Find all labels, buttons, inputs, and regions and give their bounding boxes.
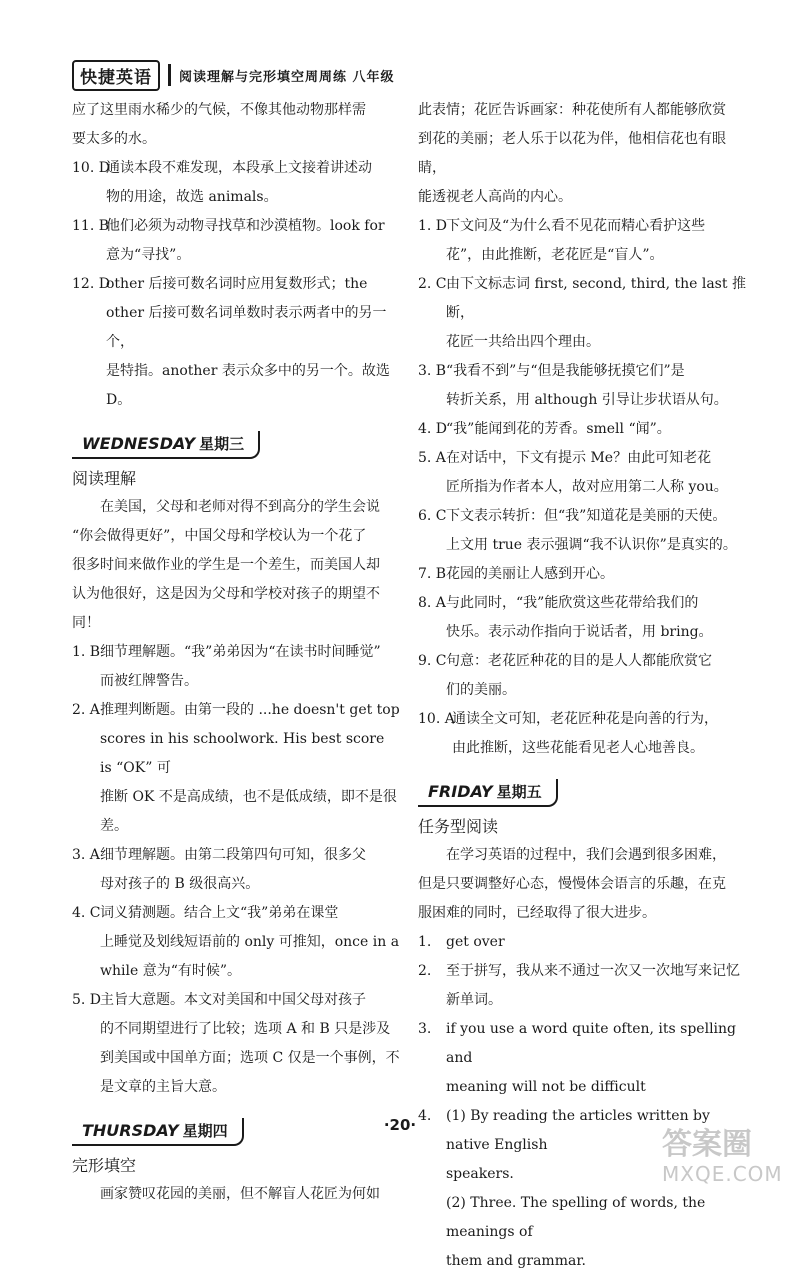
text-line: 花匠一共给出四个理由。 — [446, 334, 600, 350]
answer-number: 1. B — [72, 644, 101, 660]
text-line: 词义猜测题。结合上文“我”弟弟在课堂 — [100, 905, 339, 921]
text-line: 在对话中，下文有提示 Me？由此可知老花 — [446, 450, 712, 466]
answer-number: 1. — [418, 934, 432, 950]
text-line: “我”能闻到花的芳香。smell “闻”。 — [446, 421, 671, 437]
answer-item — [418, 647, 748, 705]
text-line: (1) By reading the articles written by native English — [446, 1108, 710, 1153]
answer-number: 8. A — [418, 595, 446, 611]
text-line: 物的用途，故选 animals。 — [106, 189, 278, 205]
answer-number: 3. A — [72, 847, 100, 863]
answer-item — [72, 154, 400, 212]
answer-item — [418, 589, 748, 647]
text-line: 但是只要调整好心态，慢慢体会语言的乐趣，在克 — [418, 876, 726, 892]
answer-item — [418, 560, 748, 589]
section-label-en: WEDNESDAY — [82, 434, 196, 453]
text-line: “我看不到”与“但是我能够抚摸它们”是 — [446, 363, 685, 379]
text-line: (2) Three. The spelling of words, the meanings of — [446, 1195, 706, 1240]
answer-item — [418, 1015, 748, 1102]
text-line: 很多时间来做作业的学生是一个差生，而美国人却 — [72, 557, 380, 573]
section-heading: 任务型阅读 — [418, 817, 499, 836]
answer-item — [418, 928, 748, 957]
text-line: 服困难的同时，已经取得了很大进步。 — [418, 905, 656, 921]
section-label-en: THURSDAY — [82, 1121, 179, 1140]
text-line: 而被红牌警告。 — [100, 673, 198, 689]
text-line: 由此推断，这些花能看见老人心地善良。 — [452, 740, 704, 756]
section-label-en: FRIDAY — [428, 782, 493, 801]
answer-item — [72, 899, 400, 986]
text-line: 差。 — [100, 818, 128, 834]
brand-logo: 快捷英语 — [72, 60, 160, 91]
answer-number: 4. C — [72, 905, 101, 921]
text-line: if you use a word quite often, its spelling and — [446, 1021, 737, 1066]
text-line: 到花的美丽；老人乐于以花为伴，他相信花也有眼睛， — [418, 131, 726, 176]
text-line: 的不同期望进行了比较；选项 A 和 B 只是涉及 — [100, 1021, 391, 1037]
text-line: 应了这里雨水稀少的气候，不像其他动物那样需 — [72, 102, 366, 118]
text-line: 认为他很好，这是因为父母和学校对孩子的期望不 — [72, 586, 380, 602]
text-line: 通读全文可知，老花匠种花是向善的行为， — [452, 711, 718, 727]
page-header — [72, 62, 732, 88]
text-line: 快乐。表示动作指向于说话者，用 bring。 — [446, 624, 713, 640]
answer-item — [418, 212, 748, 270]
text-line: 是特指。another 表示众多中的另一个。故选 D。 — [106, 363, 390, 408]
text-line: 他们必须为动物寻找草和沙漠植物。look for — [106, 218, 385, 234]
answer-item — [72, 638, 400, 696]
text-line: 在美国，父母和老师对得不到高分的学生会说 — [100, 499, 380, 515]
answer-item — [72, 986, 400, 1102]
answer-number: 3. — [418, 1021, 432, 1037]
text-line: 们的美丽。 — [446, 682, 516, 698]
left-column — [72, 96, 400, 1209]
header-divider — [168, 64, 171, 86]
answer-number: 2. A — [72, 702, 100, 718]
section-label-wednesday — [72, 431, 260, 459]
answer-item — [418, 705, 748, 763]
answer-number: 7. B — [418, 566, 447, 582]
text-line: other 后接可数名词单数时表示两者中的另一个， — [106, 305, 387, 350]
text-line: 此表情；花匠告诉画家：种花使所有人都能够欣赏 — [418, 102, 726, 118]
text-line: other 后接可数名词时应用复数形式；the — [106, 276, 368, 292]
text-line: 上文用 true 表示强调“我不认识你”是真实的。 — [446, 537, 737, 553]
answer-number: 10. D — [72, 160, 110, 176]
answer-item — [418, 357, 748, 415]
answer-number: 3. B — [418, 363, 447, 379]
text-line: scores in his schoolwork. His best score is “OK” 可 — [100, 731, 385, 776]
section-heading: 阅读理解 — [72, 469, 137, 488]
answer-number: 9. C — [418, 653, 447, 669]
text-line: 花”，由此推断，老花匠是“盲人”。 — [446, 247, 664, 263]
section-label-cn: 星期四 — [182, 1122, 228, 1140]
text-line: 上睡觉及划线短语前的 only 可推知，once in a — [100, 934, 400, 950]
text-line: get over — [446, 934, 505, 950]
answer-number: 12. D — [72, 276, 110, 292]
answer-item — [72, 841, 400, 899]
text-line: 画家赞叹花园的美丽，但不解盲人花匠为何如 — [100, 1186, 380, 1202]
text-line: 细节理解题。由第二段第四句可知，很多父 — [100, 847, 366, 863]
answer-item — [72, 212, 400, 270]
answer-number: 4. D — [418, 421, 448, 437]
right-intro — [418, 96, 748, 212]
watermark-url: MXQE.COM — [662, 1162, 783, 1186]
text-line: 新单词。 — [446, 992, 502, 1008]
text-line: 细节理解题。“我”弟弟因为“在读书时间睡觉” — [100, 644, 381, 660]
answer-item — [418, 270, 748, 357]
watermark-logo-text: 答案圈 — [662, 1127, 752, 1162]
right-column — [418, 96, 748, 1276]
text-line: “你会做得更好”，中国父母和学校认为一个花了 — [72, 528, 367, 544]
answer-number: 1. D — [418, 218, 448, 234]
answer-number: 11. B — [72, 218, 110, 234]
summary-paragraph — [72, 493, 400, 638]
text-line: 在学习英语的过程中，我们会遇到很多困难， — [446, 847, 726, 863]
page-number: ·20· — [383, 1116, 417, 1134]
text-line: meaning will not be difficult — [446, 1079, 646, 1095]
text-line: 推理判断题。由第一段的 ...he doesn't get top — [100, 702, 400, 718]
answer-number: 10. A — [418, 711, 455, 727]
text-line: 推断 OK 不是高成绩，也不是低成绩，即不是很 — [100, 789, 397, 805]
summary-paragraph — [418, 841, 748, 928]
text-line: 匠所指为作者本人，故对应用第二人称 you。 — [446, 479, 728, 495]
text-line: 由下文标志词 first, second, third, the last 推断， — [446, 276, 746, 321]
text-line: 下文表示转折：但“我”知道花是美丽的天使。 — [446, 508, 727, 524]
text-line: 能透视老人高尚的内心。 — [418, 189, 572, 205]
text-line: speakers. — [446, 1166, 514, 1182]
text-line: 花园的美丽让人感到开心。 — [446, 566, 614, 582]
answer-item — [72, 696, 400, 841]
text-line: 意为“寻找”。 — [106, 247, 191, 263]
left-intro — [72, 96, 400, 154]
answer-item — [418, 957, 748, 1015]
text-line: 主旨大意题。本文对美国和中国父母对孩子 — [100, 992, 366, 1008]
answer-item — [418, 502, 748, 560]
answer-number: 6. C — [418, 508, 447, 524]
text-line: 要太多的水。 — [72, 131, 156, 147]
section-label-cn: 星期三 — [199, 435, 245, 453]
site-watermark — [662, 1128, 782, 1192]
answer-item — [418, 444, 748, 502]
text-line: while 意为“有时候”。 — [100, 963, 242, 979]
text-line: them and grammar. — [446, 1253, 586, 1269]
book-subtitle: 阅读理解与完形填空周周练 八年级 — [179, 69, 395, 85]
section-label-cn: 星期五 — [496, 783, 542, 801]
text-line: 母对孩子的 B 级很高兴。 — [100, 876, 260, 892]
text-line: 同！ — [72, 615, 100, 631]
section-label-friday — [418, 779, 558, 807]
answer-number: 5. A — [418, 450, 446, 466]
text-line: 句意：老花匠种花的目的是人人都能欣赏它 — [446, 653, 712, 669]
answer-number: 2. C — [418, 276, 447, 292]
text-line: 至于拼写，我从来不通过一次又一次地写来记忆 — [446, 963, 740, 979]
text-line: 转折关系，用 although 引导让步状语从句。 — [446, 392, 728, 408]
text-line: 下文问及“为什么看不见花而精心看护这些 — [446, 218, 706, 234]
answer-item — [418, 415, 748, 444]
text-line: 到美国或中国单方面；选项 C 仅是一个事例，不 — [100, 1050, 400, 1066]
section-heading: 完形填空 — [72, 1156, 137, 1175]
answer-number: 4. — [418, 1108, 432, 1124]
text-line: 通读本段不难发现，本段承上文接着讲述动 — [106, 160, 372, 176]
text-line: 是文章的主旨大意。 — [100, 1079, 226, 1095]
answer-item — [72, 270, 400, 415]
text-line: 与此同时，“我”能欣赏这些花带给我们的 — [446, 595, 699, 611]
answer-number: 2. — [418, 963, 432, 979]
answer-number: 5. D — [72, 992, 102, 1008]
